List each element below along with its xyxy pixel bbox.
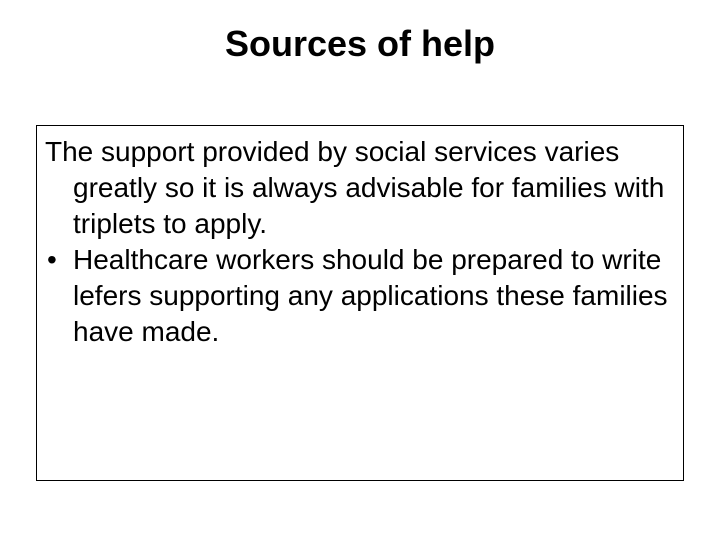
bullet-text-healthcare: Healthcare workers should be prepared to write lefers supporting any applications these families have made. [73, 244, 668, 347]
bullet-item-healthcare [45, 242, 681, 350]
paragraph-support: The support provided by social services varies greatly so it is always advisable for families with triplets to apply. [45, 136, 665, 239]
content-box [36, 125, 684, 481]
bullet-icon: • [47, 244, 57, 275]
body-text [45, 134, 681, 350]
slide-title: Sources of help [224, 23, 496, 64]
